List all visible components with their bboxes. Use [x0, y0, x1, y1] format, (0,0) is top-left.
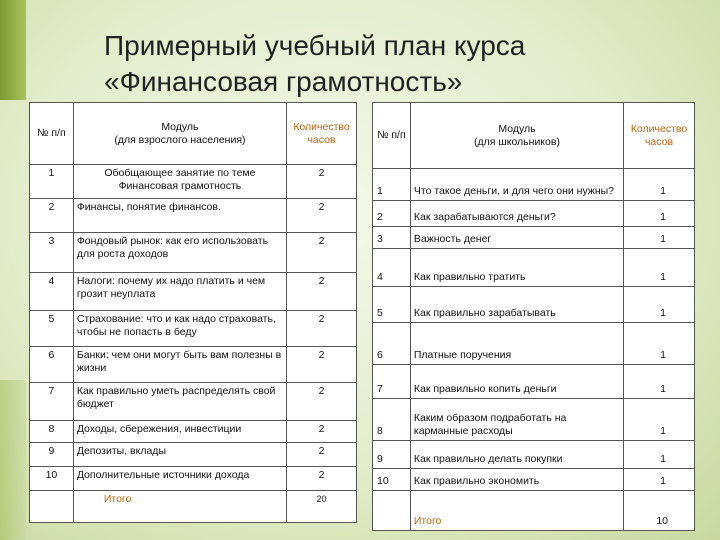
row-module-name: Как правильно уметь распределять свой бюджет	[73, 383, 286, 421]
row-number: 1	[30, 165, 74, 199]
header-no: № п/п	[30, 103, 74, 165]
table-row	[373, 227, 695, 249]
header-no: № п/п	[373, 103, 411, 169]
row-number: 4	[373, 249, 411, 287]
total-label: Итого	[410, 491, 623, 531]
table-row	[30, 233, 357, 273]
table-header-row	[373, 103, 695, 169]
row-number: 9	[373, 441, 411, 469]
total-cell-no	[373, 491, 411, 531]
total-cell-no	[30, 491, 74, 523]
row-module-name: Как зарабатываются деньги?	[410, 201, 623, 227]
row-module-name: Налоги: почему их надо платить и чем грозит неуплата	[73, 273, 286, 311]
row-number: 10	[373, 469, 411, 491]
table-row	[373, 365, 695, 399]
table-row	[373, 323, 695, 365]
table-row	[373, 201, 695, 227]
row-module-name: Финансы, понятие финансов.	[73, 199, 286, 233]
row-module-name: Что такое деньги, и для чего они нужны?	[410, 169, 623, 201]
row-number: 3	[30, 233, 74, 273]
row-hours: 1	[624, 365, 695, 399]
row-module-name: Важность денег	[410, 227, 623, 249]
row-number: 7	[30, 383, 74, 421]
row-module-name: Фондовый рынок: как его использовать для роста доходов	[73, 233, 286, 273]
row-hours: 2	[287, 421, 357, 443]
header-module-subtitle: (для школьников)	[473, 135, 560, 148]
row-module-name: Как правильно зарабатывать	[410, 287, 623, 323]
adult-plan-table	[29, 102, 357, 523]
row-hours: 1	[624, 227, 695, 249]
total-row	[373, 491, 695, 531]
row-hours: 2	[287, 311, 357, 347]
table-row	[30, 347, 357, 383]
row-module-name: Как правильно копить деньги	[410, 365, 623, 399]
row-number: 2	[373, 201, 411, 227]
row-module-name: Каким образом подработать на карманные расходы	[410, 399, 623, 441]
row-number: 8	[373, 399, 411, 441]
row-hours: 1	[624, 201, 695, 227]
row-number: 5	[373, 287, 411, 323]
total-row	[30, 491, 357, 523]
row-number: 5	[30, 311, 74, 347]
table-row	[373, 441, 695, 469]
row-hours: 1	[624, 169, 695, 201]
header-module-title: Модуль	[161, 120, 199, 133]
table-row	[30, 165, 357, 199]
decor-strip-low	[0, 380, 26, 540]
row-module-name: Как правильно экономить	[410, 469, 623, 491]
row-number: 1	[373, 169, 411, 201]
row-hours: 2	[287, 165, 357, 199]
row-module-name: Депозиты, вклады	[73, 443, 286, 467]
row-module-name: Обобщающее занятие по теме Финансовая грамотность	[73, 165, 286, 199]
header-module	[73, 103, 286, 165]
decor-strip	[0, 0, 26, 100]
table-row	[30, 443, 357, 467]
row-hours: 2	[287, 273, 357, 311]
row-number: 9	[30, 443, 74, 467]
title-line-1: Примерный учебный план курса	[104, 30, 526, 61]
table-row	[30, 273, 357, 311]
total-hours: 20	[287, 491, 357, 523]
row-number: 6	[373, 323, 411, 365]
row-hours: 1	[624, 399, 695, 441]
table-row	[373, 287, 695, 323]
row-number: 2	[30, 199, 74, 233]
header-hours: Количество часов	[287, 103, 357, 165]
row-hours: 2	[287, 233, 357, 273]
row-hours: 2	[287, 383, 357, 421]
total-label: Итого	[73, 491, 286, 523]
row-number: 7	[373, 365, 411, 399]
table-row	[30, 383, 357, 421]
table-row	[373, 249, 695, 287]
header-module-subtitle: (для взрослого населения)	[114, 133, 246, 146]
row-number: 10	[30, 467, 74, 491]
table-row	[30, 311, 357, 347]
school-plan-table	[372, 102, 695, 531]
row-hours: 1	[624, 441, 695, 469]
table-row	[373, 469, 695, 491]
table-row	[373, 169, 695, 201]
header-module	[410, 103, 623, 169]
slide-title	[104, 28, 684, 100]
row-hours: 1	[624, 249, 695, 287]
row-hours: 1	[624, 469, 695, 491]
row-number: 6	[30, 347, 74, 383]
title-line-2: «Финансовая грамотность»	[104, 66, 463, 97]
row-hours: 1	[624, 287, 695, 323]
table-row	[373, 399, 695, 441]
row-number: 3	[373, 227, 411, 249]
table-row	[30, 421, 357, 443]
row-module-name: Как правильно тратить	[410, 249, 623, 287]
header-module-title: Модуль	[498, 122, 536, 135]
row-hours: 2	[287, 443, 357, 467]
row-hours: 1	[624, 323, 695, 365]
table-header-row	[30, 103, 357, 165]
row-hours: 2	[287, 199, 357, 233]
row-module-name: Страхование: что и как надо страховать, чтобы не попасть в беду	[73, 311, 286, 347]
row-number: 4	[30, 273, 74, 311]
total-hours: 10	[624, 491, 695, 531]
header-hours: Количество часов	[624, 103, 695, 169]
row-number: 8	[30, 421, 74, 443]
row-hours: 2	[287, 347, 357, 383]
row-module-name: Банки: чем они могут быть вам полезны в жизни	[73, 347, 286, 383]
table-row	[30, 467, 357, 491]
row-module-name: Доходы, сбережения, инвестиции	[73, 421, 286, 443]
row-module-name: Как правильно делать покупки	[410, 441, 623, 469]
row-module-name: Дополнительные источники дохода	[73, 467, 286, 491]
row-module-name: Платные поручения	[410, 323, 623, 365]
row-hours: 2	[287, 467, 357, 491]
table-row	[30, 199, 357, 233]
